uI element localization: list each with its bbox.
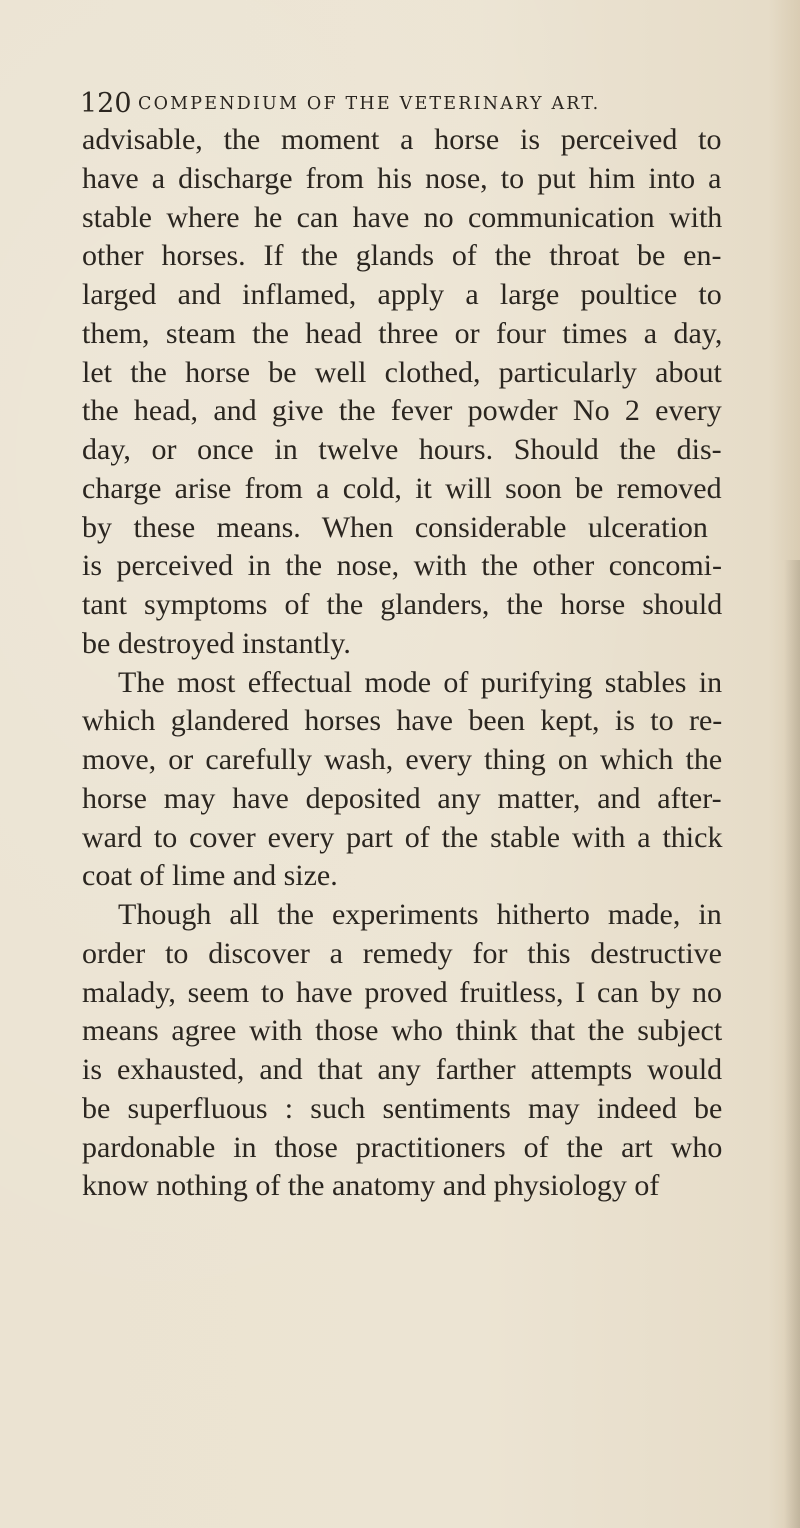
running-head [80, 88, 720, 120]
text-line: larged and inflamed, apply a large poultice to [82, 278, 722, 311]
text-line: know nothing of the anatomy and physiology of [82, 1169, 660, 1203]
text-line: day, or once in twelve hours. Should the dis- [82, 433, 722, 466]
text-line: which glandered horses have been kept, is to re- [82, 704, 723, 738]
text-line: be destroyed instantly. [82, 626, 351, 660]
text-line: is perceived in the nose, with the other concomi- [82, 549, 722, 583]
text-line: other horses. If the glands of the throat be en- [82, 239, 722, 273]
text-line: move, or carefully wash, every thing on which the [82, 743, 723, 776]
text-line: tant symptoms of the glanders, the horse should [82, 588, 723, 621]
running-title: COMPENDIUM OF THE VETERINARY ART. [138, 94, 601, 114]
text-line: means agree with those who think that the subject [82, 1014, 723, 1048]
text-line: let the horse be well clothed, particularly about [82, 355, 722, 389]
page-number: 120 [80, 88, 132, 119]
text-line: pardonable in those practitioners of the art who [82, 1130, 723, 1164]
text-line: the head, and give the fever powder No 2 every [82, 394, 722, 428]
text-line: coat of lime and size. [82, 859, 338, 893]
page-edge-shadow [784, 560, 800, 1528]
text-line: malady, seem to have proved fruitless, I can by no [82, 975, 723, 1009]
text-line: order to discover a remedy for this destructive [82, 936, 722, 970]
text-line: stable where he can have no communication with [82, 200, 723, 234]
text-line: advisable, the moment a horse is perceived to [82, 123, 722, 156]
text-line: horse may have deposited any matter, and after- [82, 781, 722, 815]
text-line: by these means. When considerable ulceration [82, 510, 708, 544]
text-line: charge arise from a cold, it will soon be removed [82, 471, 722, 505]
text-line: have a discharge from his nose, to put him into a [82, 161, 722, 195]
text-line: be superfluous : such sentiments may indeed be [82, 1091, 723, 1125]
body-text [82, 121, 722, 1206]
text-line: ward to cover every part of the stable with a thick [82, 820, 723, 854]
text-line: The most effectual mode of purifying stables in [118, 665, 723, 699]
text-line: Though all the experiments hitherto made, in [118, 898, 722, 931]
text-line: is exhausted, and that any farther attempts would [82, 1053, 723, 1086]
text-line: them, steam the head three or four times a day, [82, 316, 723, 350]
